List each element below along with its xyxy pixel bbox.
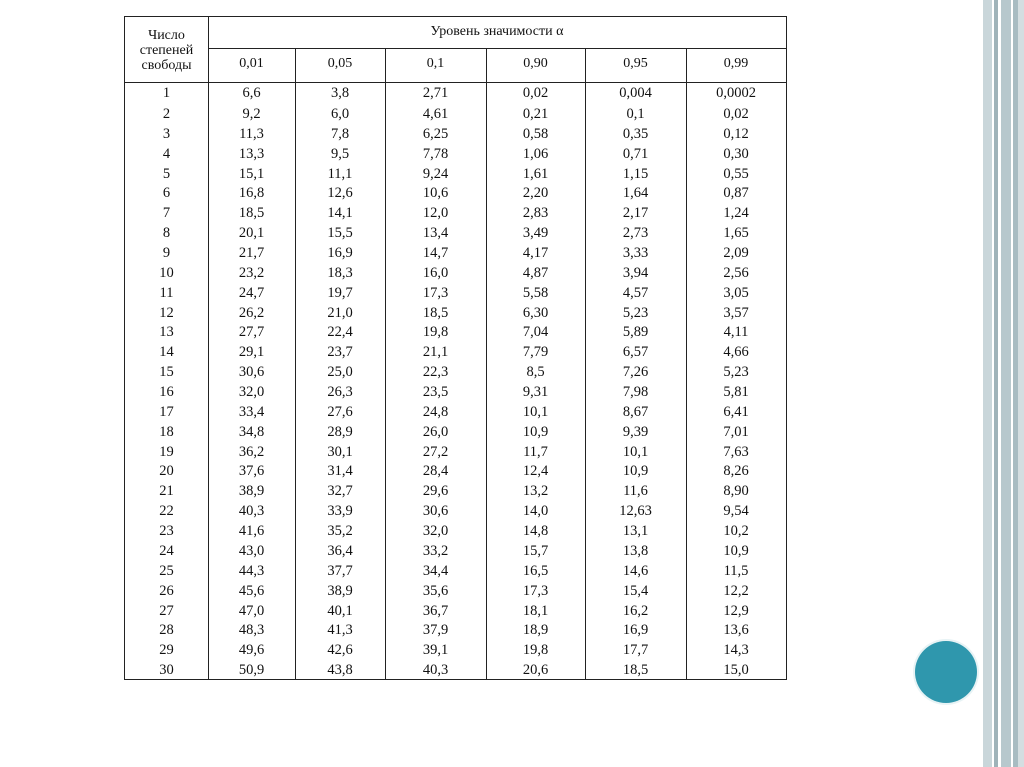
value-cell: 9,2 bbox=[242, 106, 261, 122]
value-cell: 43,0 bbox=[238, 542, 265, 559]
value-cell: 26,0 bbox=[422, 423, 449, 440]
value-cell: 4,57 bbox=[622, 284, 649, 301]
df-cell: 8 bbox=[162, 225, 171, 242]
value-cell: 6,6 bbox=[242, 85, 261, 101]
df-cell: 26 bbox=[159, 582, 174, 599]
table-row bbox=[125, 601, 786, 621]
value-cell: 12,4 bbox=[522, 463, 549, 480]
value-cell: 10,1 bbox=[522, 403, 549, 420]
value-cell: 41,3 bbox=[327, 622, 353, 639]
df-cell: 28 bbox=[159, 622, 174, 639]
value-cell: 10,9 bbox=[522, 423, 549, 440]
value-cell: 2,20 bbox=[522, 185, 549, 202]
df-cell: 3 bbox=[162, 125, 171, 142]
value-cell: 9,5 bbox=[330, 145, 350, 162]
value-cell: 29,1 bbox=[238, 344, 265, 361]
df-cell: 5 bbox=[162, 165, 171, 182]
value-cell: 9,39 bbox=[622, 423, 649, 440]
value-cell: 3,33 bbox=[622, 245, 649, 262]
value-cell: 5,58 bbox=[522, 284, 549, 301]
value-cell: 2,17 bbox=[622, 205, 649, 222]
alpha-header: 0,01 bbox=[239, 56, 264, 71]
value-cell: 1,06 bbox=[522, 145, 549, 162]
value-cell: 49,6 bbox=[238, 642, 265, 659]
value-cell: 33,4 bbox=[238, 403, 265, 420]
table-row bbox=[125, 620, 786, 640]
value-cell: 37,6 bbox=[238, 463, 265, 480]
value-cell: 13,6 bbox=[723, 622, 749, 639]
value-cell: 19,8 bbox=[522, 642, 549, 659]
alpha-header: 0,95 bbox=[623, 56, 648, 71]
value-cell: 26,2 bbox=[238, 304, 265, 321]
table-row bbox=[125, 144, 786, 164]
df-cell: 1 bbox=[162, 85, 171, 101]
value-cell: 0,55 bbox=[723, 165, 749, 182]
value-cell: 14,1 bbox=[327, 205, 353, 222]
value-cell: 3,49 bbox=[522, 225, 549, 242]
table-row bbox=[125, 322, 786, 342]
value-cell: 12,0 bbox=[422, 205, 449, 222]
value-cell: 30,6 bbox=[422, 503, 449, 520]
value-cell: 1,24 bbox=[723, 205, 749, 222]
value-cell: 5,23 bbox=[723, 364, 749, 381]
value-cell: 13,3 bbox=[238, 145, 265, 162]
value-cell: 1,65 bbox=[723, 225, 749, 242]
value-cell: 18,1 bbox=[522, 602, 549, 619]
value-cell: 11,5 bbox=[723, 562, 749, 579]
df-cell: 29 bbox=[159, 642, 174, 659]
value-cell: 8,90 bbox=[723, 483, 749, 500]
value-cell: 3,57 bbox=[723, 304, 749, 321]
table-row bbox=[125, 541, 786, 561]
table-row bbox=[125, 362, 786, 382]
value-cell: 7,04 bbox=[522, 324, 549, 341]
alpha-header: 0,90 bbox=[523, 56, 548, 71]
value-cell: 5,23 bbox=[622, 304, 649, 321]
value-cell: 13,4 bbox=[422, 225, 449, 242]
df-cell: 17 bbox=[159, 403, 174, 420]
value-cell: 13,1 bbox=[622, 523, 649, 540]
value-cell: 24,8 bbox=[422, 403, 449, 420]
value-cell: 2,83 bbox=[522, 205, 549, 222]
value-cell: 7,79 bbox=[522, 344, 549, 361]
value-cell: 4,11 bbox=[723, 324, 749, 341]
value-cell: 41,6 bbox=[238, 523, 265, 540]
value-cell: 2,09 bbox=[723, 245, 749, 262]
table-row bbox=[125, 402, 786, 422]
value-cell: 15,4 bbox=[622, 582, 649, 599]
value-cell: 0,58 bbox=[522, 125, 549, 142]
value-cell: 29,6 bbox=[422, 483, 449, 500]
value-cell: 28,4 bbox=[422, 463, 449, 480]
value-cell: 13,8 bbox=[622, 542, 649, 559]
value-cell: 42,6 bbox=[327, 642, 353, 659]
df-header-line: свободы bbox=[141, 58, 192, 73]
value-cell: 30,1 bbox=[327, 443, 353, 460]
value-cell: 5,89 bbox=[622, 324, 649, 341]
value-cell: 39,1 bbox=[422, 642, 449, 659]
value-cell: 36,4 bbox=[327, 542, 353, 559]
df-cell: 16 bbox=[159, 384, 174, 401]
value-cell: 23,5 bbox=[422, 384, 449, 401]
value-cell: 48,3 bbox=[238, 622, 265, 639]
value-cell: 27,7 bbox=[238, 324, 265, 341]
decor-stripe bbox=[1018, 0, 1024, 767]
alpha-header: 0,1 bbox=[426, 56, 445, 71]
value-cell: 14,8 bbox=[522, 523, 549, 540]
table-row bbox=[125, 481, 786, 501]
value-cell: 35,2 bbox=[327, 523, 353, 540]
value-cell: 19,7 bbox=[327, 284, 353, 301]
value-cell: 1,64 bbox=[622, 185, 649, 202]
value-cell: 9,54 bbox=[723, 503, 749, 520]
value-cell: 15,1 bbox=[238, 165, 265, 182]
value-cell: 6,41 bbox=[723, 403, 749, 420]
value-cell: 35,6 bbox=[422, 582, 449, 599]
value-cell: 6,0 bbox=[330, 106, 350, 122]
value-cell: 25,0 bbox=[327, 364, 353, 381]
value-cell: 44,3 bbox=[238, 562, 265, 579]
value-cell: 7,78 bbox=[422, 145, 449, 162]
value-cell: 3,8 bbox=[330, 85, 350, 101]
value-cell: 30,6 bbox=[238, 364, 265, 381]
value-cell: 10,6 bbox=[422, 185, 449, 202]
df-cell: 24 bbox=[159, 542, 174, 559]
df-cell: 9 bbox=[162, 245, 171, 262]
value-cell: 37,7 bbox=[327, 562, 353, 579]
value-cell: 0,02 bbox=[522, 85, 549, 101]
accent-circle bbox=[915, 641, 977, 703]
df-cell: 21 bbox=[159, 483, 174, 500]
value-cell: 3,94 bbox=[622, 264, 649, 281]
value-cell: 11,1 bbox=[327, 165, 353, 182]
df-header-line: Число bbox=[148, 28, 185, 43]
value-cell: 17,3 bbox=[522, 582, 549, 599]
df-cell: 23 bbox=[159, 523, 174, 540]
value-cell: 13,2 bbox=[522, 483, 549, 500]
value-cell: 34,4 bbox=[422, 562, 449, 579]
value-cell: 15,0 bbox=[723, 662, 749, 679]
value-cell: 16,0 bbox=[422, 264, 449, 281]
value-cell: 33,9 bbox=[327, 503, 353, 520]
value-cell: 2,56 bbox=[723, 264, 749, 281]
df-cell: 19 bbox=[159, 443, 174, 460]
value-cell: 14,3 bbox=[723, 642, 749, 659]
value-cell: 32,0 bbox=[238, 384, 265, 401]
value-cell: 33,2 bbox=[422, 542, 449, 559]
df-cell: 30 bbox=[159, 662, 174, 679]
value-cell: 38,9 bbox=[238, 483, 265, 500]
value-cell: 0,35 bbox=[622, 125, 649, 142]
value-cell: 16,8 bbox=[238, 185, 265, 202]
value-cell: 36,2 bbox=[238, 443, 265, 460]
table-row bbox=[125, 283, 786, 303]
alpha-header: 0,99 bbox=[723, 56, 749, 71]
table-row bbox=[125, 422, 786, 442]
value-cell: 2,73 bbox=[622, 225, 649, 242]
df-cell: 10 bbox=[159, 264, 174, 281]
value-cell: 8,67 bbox=[622, 403, 649, 420]
df-cell: 20 bbox=[159, 463, 174, 480]
value-cell: 0,004 bbox=[619, 85, 652, 101]
value-cell: 34,8 bbox=[238, 423, 265, 440]
table-row bbox=[125, 223, 786, 243]
value-cell: 14,6 bbox=[622, 562, 649, 579]
value-cell: 0,87 bbox=[723, 185, 749, 202]
value-cell: 19,8 bbox=[422, 324, 449, 341]
value-cell: 50,9 bbox=[238, 662, 265, 679]
value-cell: 17,3 bbox=[422, 284, 449, 301]
value-cell: 18,5 bbox=[238, 205, 265, 222]
value-cell: 12,6 bbox=[327, 185, 353, 202]
alpha-header: 0,05 bbox=[327, 56, 353, 71]
value-cell: 8,26 bbox=[723, 463, 749, 480]
table-row bbox=[125, 521, 786, 541]
value-cell: 0,71 bbox=[622, 145, 649, 162]
value-cell: 18,5 bbox=[422, 304, 449, 321]
value-cell: 0,1 bbox=[626, 106, 645, 122]
value-cell: 16,9 bbox=[327, 245, 353, 262]
value-cell: 40,3 bbox=[422, 662, 449, 679]
table-row bbox=[125, 164, 786, 184]
value-cell: 40,3 bbox=[238, 503, 265, 520]
table-row bbox=[125, 342, 786, 362]
df-cell: 2 bbox=[162, 106, 171, 122]
table-row bbox=[125, 581, 786, 601]
value-cell: 26,3 bbox=[327, 384, 353, 401]
value-cell: 7,8 bbox=[330, 125, 350, 142]
table-row bbox=[125, 382, 786, 402]
table-row bbox=[125, 442, 786, 462]
value-cell: 14,0 bbox=[522, 503, 549, 520]
df-cell: 11 bbox=[159, 284, 174, 301]
value-cell: 40,1 bbox=[327, 602, 353, 619]
df-cell: 13 bbox=[159, 324, 174, 341]
value-cell: 1,15 bbox=[622, 165, 649, 182]
df-header-line: степеней bbox=[139, 43, 194, 58]
value-cell: 10,1 bbox=[622, 443, 649, 460]
decor-stripe bbox=[983, 0, 992, 767]
value-cell: 32,7 bbox=[327, 483, 353, 500]
value-cell: 28,9 bbox=[327, 423, 353, 440]
value-cell: 43,8 bbox=[327, 662, 353, 679]
value-cell: 27,2 bbox=[422, 443, 449, 460]
value-cell: 21,1 bbox=[422, 344, 449, 361]
df-cell: 25 bbox=[159, 562, 174, 579]
table-row bbox=[125, 303, 786, 323]
table-row bbox=[125, 83, 786, 103]
value-cell: 11,6 bbox=[623, 483, 648, 500]
significance-level-header: Уровень значимости α bbox=[430, 24, 564, 39]
value-cell: 18,5 bbox=[622, 662, 649, 679]
value-cell: 7,01 bbox=[723, 423, 749, 440]
value-cell: 4,87 bbox=[522, 264, 549, 281]
value-cell: 11,3 bbox=[239, 125, 264, 142]
value-cell: 10,9 bbox=[622, 463, 649, 480]
value-cell: 36,7 bbox=[422, 602, 449, 619]
value-cell: 23,2 bbox=[238, 264, 265, 281]
value-cell: 38,9 bbox=[327, 582, 353, 599]
table-row bbox=[125, 660, 786, 680]
df-header bbox=[125, 28, 208, 73]
value-cell: 18,3 bbox=[327, 264, 353, 281]
value-cell: 24,7 bbox=[238, 284, 265, 301]
value-cell: 45,6 bbox=[238, 582, 265, 599]
value-cell: 32,0 bbox=[422, 523, 449, 540]
df-cell: 7 bbox=[162, 205, 171, 222]
value-cell: 20,6 bbox=[522, 662, 549, 679]
value-cell: 7,63 bbox=[723, 443, 749, 460]
value-cell: 7,98 bbox=[622, 384, 649, 401]
df-cell: 12 bbox=[159, 304, 174, 321]
value-cell: 10,9 bbox=[723, 542, 749, 559]
table-row bbox=[125, 461, 786, 481]
value-cell: 4,17 bbox=[522, 245, 549, 262]
value-cell: 0,12 bbox=[723, 125, 749, 142]
value-cell: 6,57 bbox=[622, 344, 649, 361]
value-cell: 17,7 bbox=[622, 642, 649, 659]
value-cell: 12,9 bbox=[723, 602, 749, 619]
value-cell: 14,7 bbox=[422, 245, 449, 262]
value-cell: 10,2 bbox=[723, 523, 749, 540]
value-cell: 16,9 bbox=[622, 622, 649, 639]
value-cell: 3,05 bbox=[723, 284, 749, 301]
df-cell: 14 bbox=[159, 344, 174, 361]
table-row bbox=[125, 501, 786, 521]
df-cell: 6 bbox=[162, 185, 171, 202]
value-cell: 9,31 bbox=[522, 384, 549, 401]
value-cell: 31,4 bbox=[327, 463, 353, 480]
value-cell: 16,5 bbox=[522, 562, 549, 579]
value-cell: 23,7 bbox=[327, 344, 353, 361]
value-cell: 47,0 bbox=[238, 602, 265, 619]
value-cell: 22,4 bbox=[327, 324, 353, 341]
value-cell: 16,2 bbox=[622, 602, 649, 619]
table-row bbox=[125, 104, 786, 124]
df-cell: 27 bbox=[159, 602, 174, 619]
table-row bbox=[125, 124, 786, 144]
table-row bbox=[125, 243, 786, 263]
value-cell: 12,63 bbox=[619, 503, 652, 520]
table-row bbox=[125, 183, 786, 203]
value-cell: 2,71 bbox=[422, 85, 449, 101]
value-cell: 20,1 bbox=[238, 225, 265, 242]
df-cell: 15 bbox=[159, 364, 174, 381]
value-cell: 27,6 bbox=[327, 403, 353, 420]
value-cell: 0,0002 bbox=[716, 85, 756, 101]
value-cell: 6,30 bbox=[522, 304, 549, 321]
value-cell: 11,7 bbox=[523, 443, 548, 460]
value-cell: 4,66 bbox=[723, 344, 749, 361]
value-cell: 22,3 bbox=[422, 364, 449, 381]
table-row bbox=[125, 561, 786, 581]
value-cell: 5,81 bbox=[723, 384, 749, 401]
value-cell: 4,61 bbox=[422, 106, 449, 122]
value-cell: 21,0 bbox=[327, 304, 353, 321]
df-cell: 4 bbox=[162, 145, 171, 162]
value-cell: 0,02 bbox=[723, 106, 749, 122]
table-row bbox=[125, 263, 786, 283]
value-cell: 9,24 bbox=[422, 165, 449, 182]
value-cell: 7,26 bbox=[622, 364, 649, 381]
value-cell: 15,5 bbox=[327, 225, 353, 242]
df-cell: 22 bbox=[159, 503, 174, 520]
value-cell: 8,5 bbox=[526, 364, 545, 381]
table-row bbox=[125, 203, 786, 223]
table-row bbox=[125, 640, 786, 660]
decor-stripe bbox=[1001, 0, 1011, 767]
value-cell: 12,2 bbox=[723, 582, 749, 599]
value-cell: 15,7 bbox=[522, 542, 549, 559]
value-cell: 0,21 bbox=[522, 106, 549, 122]
value-cell: 21,7 bbox=[238, 245, 265, 262]
value-cell: 1,61 bbox=[522, 165, 549, 182]
chi-square-table bbox=[124, 16, 787, 680]
header-divider bbox=[208, 48, 786, 49]
value-cell: 0,30 bbox=[723, 145, 749, 162]
value-cell: 6,25 bbox=[422, 125, 449, 142]
value-cell: 18,9 bbox=[522, 622, 549, 639]
df-cell: 18 bbox=[159, 423, 174, 440]
value-cell: 37,9 bbox=[422, 622, 449, 639]
